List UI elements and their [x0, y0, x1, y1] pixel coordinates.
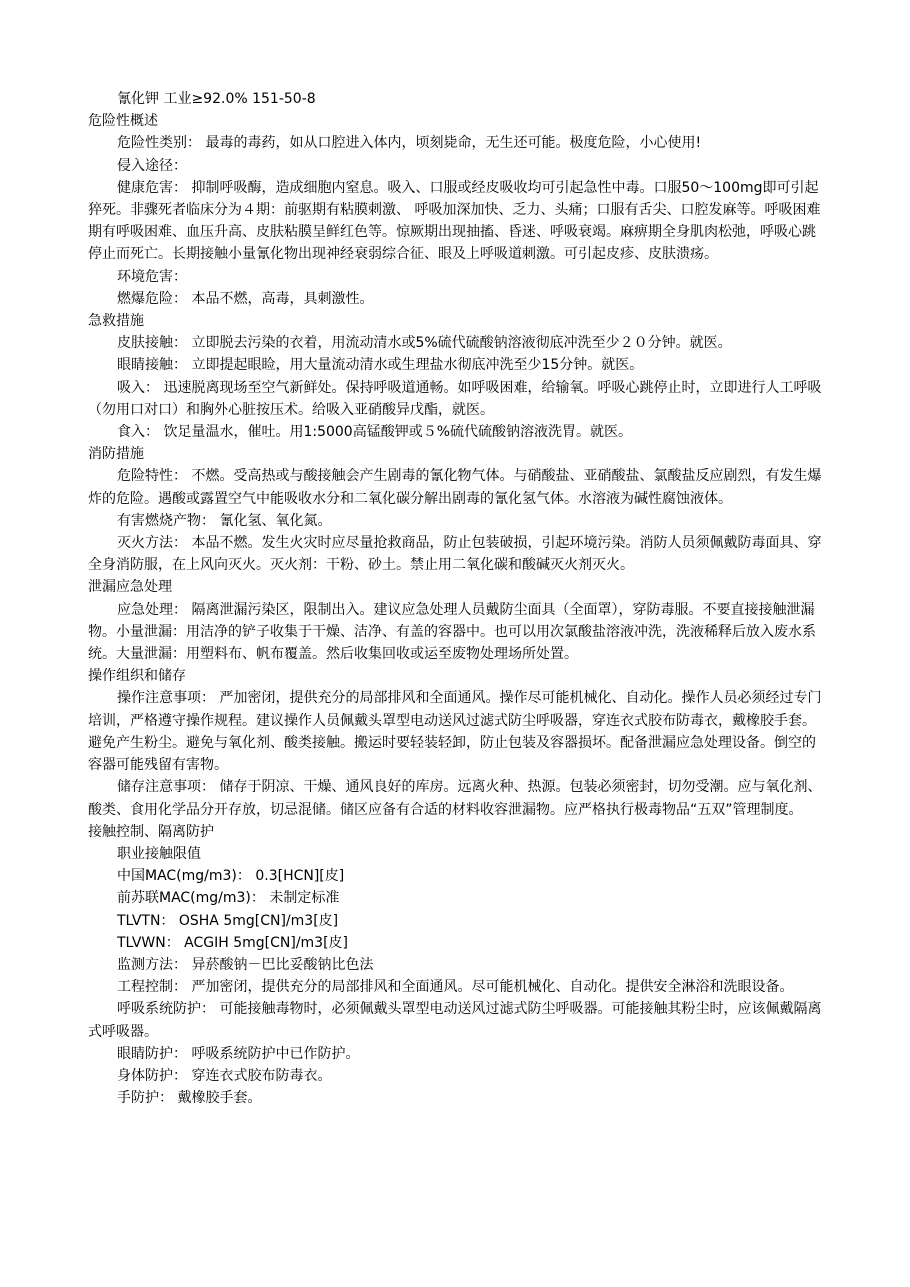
section-paragraph: 呼吸系统防护： 可能接触毒物时，必须佩戴头罩型电动送风过滤式防尘呼吸器。可能接触其粉尘时，应该佩戴隔离式呼吸器。 [88, 1001, 822, 1040]
document-body [88, 88, 824, 1109]
section-heading: 急救措施 [88, 313, 144, 330]
section-paragraph: TLVTN： OSHA 5mg[CN]/m3[皮] [117, 912, 339, 929]
product-line: 氰化钾 工业≥92.0% 151-50-8 [117, 91, 316, 107]
section-paragraph: 监测方法： 异菸酸钠－巴比妥酸钠比色法 [117, 956, 374, 973]
section-paragraph: 健康危害： 抑制呼吸酶，造成细胞内窒息。吸入、口服或经皮吸收均可引起急性中毒。口服50～100mg即可引起猝死。非骤死者临床分为４期：前驱期有粘膜刺激、 呼吸加深加快、乏力、头痛；口服有舌尖、口腔发麻等。呼吸困难期有呼吸困难、血压升高、皮肤粘膜呈鲜红色等。惊厥期出现抽搐、昏迷、呼吸衰竭。麻痹期全身肌肉松弛，呼吸心跳停止而死亡。长期接触小量氰化物出现神经衰弱综合征、眼及上呼吸道刺激。可引起皮疹、皮肤溃疡。 [88, 179, 821, 263]
section-paragraph: 前苏联MAC(mg/m3)： 未制定标准 [117, 890, 340, 907]
section-paragraph: TLVWN： ACGIH 5mg[CN]/m3[皮] [117, 934, 349, 951]
section-heading: 泄漏应急处理 [88, 579, 172, 596]
section-paragraph: 手防护： 戴橡胶手套。 [117, 1090, 262, 1107]
section-paragraph: 眼睛防护： 呼吸系统防护中已作防护。 [117, 1045, 360, 1062]
section-paragraph: 侵入途径： [117, 157, 187, 174]
section-paragraph: 危险特性： 不燃。受高热或与酸接触会产生剧毒的氰化物气体。与硝酸盐、亚硝酸盐、氯酸盐反应剧烈，有发生爆炸的危险。遇酸或露置空气中能吸收水分和二氧化碳分解出剧毒的氰化氢气体。水溶液为碱性腐蚀液体。 [88, 468, 822, 507]
section-paragraph: 有害燃烧产物： 氰化氢、氧化氮。 [117, 512, 332, 529]
section-paragraph: 危险性类别： 最毒的毒药，如从口腔进入体内，顷刻毙命，无生还可能。极度危险，小心使用! [117, 135, 702, 152]
sections-container [88, 110, 824, 1109]
section-paragraph: 储存注意事项： 储存于阴凉、干燥、通风良好的库房。远离火种、热源。包装必须密封，切勿受潮。应与氧化剂、酸类、食用化学品分开存放，切忌混储。储区应备有合适的材料收容泄漏物。应严格执行极毒物品“五双”管理制度。 [88, 779, 822, 818]
section-heading: 危险性概述 [88, 113, 158, 130]
section-paragraph: 中国MAC(mg/m3)： 0.3[HCN][皮] [117, 868, 345, 885]
section-paragraph: 燃爆危险： 本品不燃，高毒，具刺激性。 [117, 290, 374, 307]
section-paragraph: 身体防护： 穿连衣式胶布防毒衣。 [117, 1067, 332, 1084]
section-heading: 操作组织和储存 [88, 668, 186, 685]
section-heading: 接触控制、隔离防护 [88, 823, 214, 840]
section-paragraph: 眼睛接触： 立即提起眼睑，用大量流动清水或生理盐水彻底冲洗至少15分钟。就医。 [117, 357, 644, 374]
section-paragraph: 吸入： 迅速脱离现场至空气新鲜处。保持呼吸道通畅。如呼吸困难，给输氧。呼吸心跳停止时，立即进行人工呼吸（勿用口对口）和胸外心脏按压术。给吸入亚硝酸异戊酯，就医。 [88, 379, 822, 418]
section-heading: 消防措施 [88, 446, 144, 463]
section-paragraph: 职业接触限值 [117, 845, 201, 862]
section-paragraph: 环境危害： [117, 268, 187, 285]
section-paragraph: 食入： 饮足量温水，催吐。用1:5000高锰酸钾或５%硫代硫酸钠溶液洗胃。就医。 [117, 424, 633, 441]
section-paragraph: 工程控制： 严加密闭，提供充分的局部排风和全面通风。尽可能机械化、自动化。提供安全淋浴和洗眼设备。 [117, 979, 794, 996]
section-paragraph: 灭火方法： 本品不燃。发生火灾时应尽量抢救商品，防止包装破损，引起环境污染。消防人员须佩戴防毒面具、穿全身消防服，在上风向灭火。灭火剂：干粉、砂土。禁止用二氧化碳和酸碱灭火剂灭火。 [88, 535, 822, 574]
section-paragraph: 应急处理： 隔离泄漏污染区，限制出入。建议应急处理人员戴防尘面具（全面罩），穿防毒服。不要直接接触泄漏物。小量泄漏：用洁净的铲子收集于干燥、洁净、有盖的容器中。也可以用次氯酸盐溶液冲洗，洗液稀释后放入废水系统。大量泄漏：用塑料布、帆布覆盖。然后收集回收或运至废物处理场所处置。 [88, 601, 816, 663]
section-paragraph: 皮肤接触： 立即脱去污染的衣着，用流动清水或5%硫代硫酸钠溶液彻底冲洗至少２０分钟。就医。 [117, 335, 732, 352]
section-paragraph: 操作注意事项： 严加密闭，提供充分的局部排风和全面通风。操作尽可能机械化、自动化。操作人员必须经过专门培训，严格遵守操作规程。建议操作人员佩戴头罩型电动送风过滤式防尘呼吸器，穿连衣式胶布防毒衣，戴橡胶手套。避免产生粉尘。避免与氧化剂、酸类接触。搬运时要轻装轻卸，防止包装及容器损坏。配备泄漏应急处理设备。倒空的容器可能残留有害物。 [88, 690, 822, 774]
